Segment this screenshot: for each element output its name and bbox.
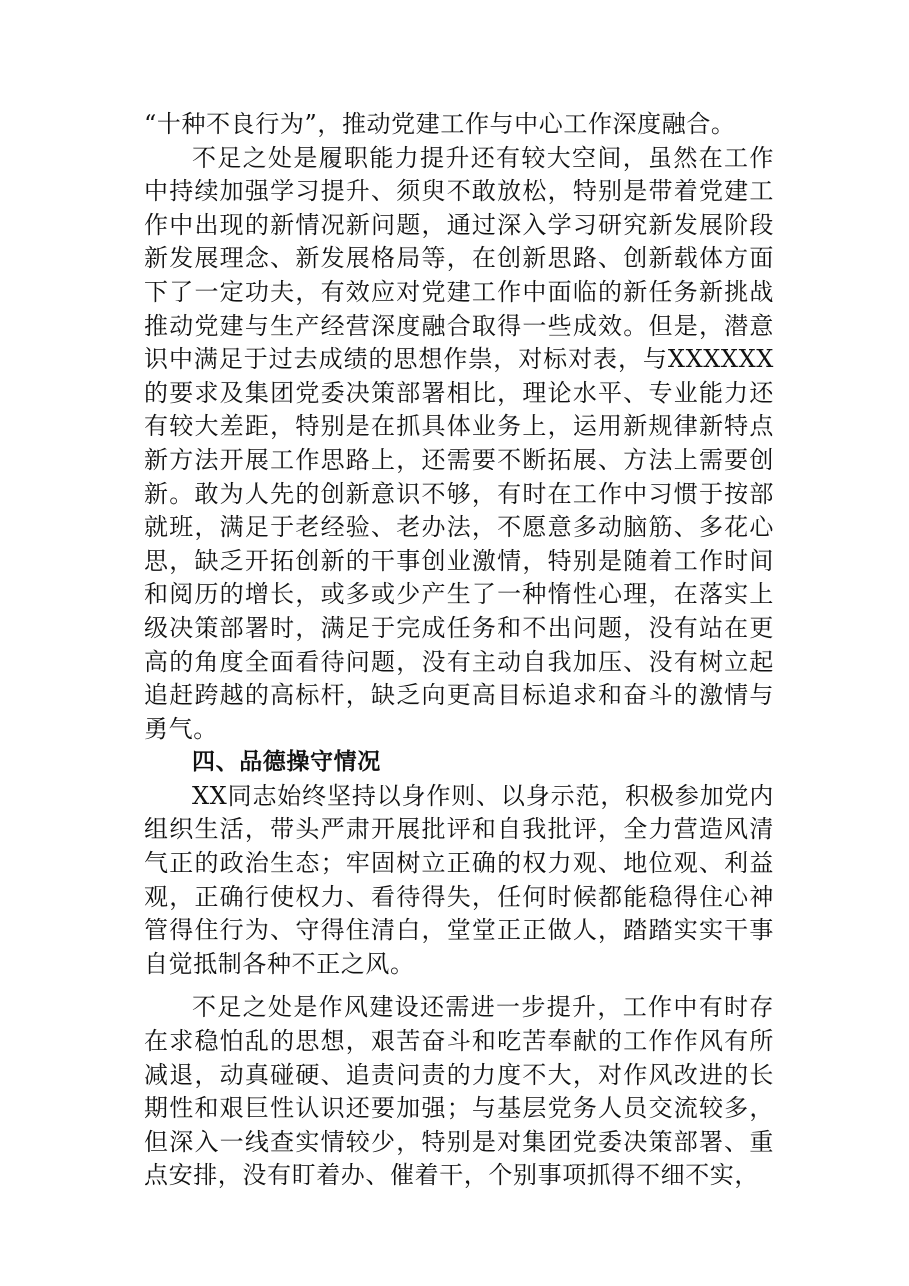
section-heading: 四、品德操守情况	[192, 749, 381, 776]
document-body	[144, 108, 774, 1193]
paragraph-continued: “十种不良行为”，推动党建工作与中心工作深度融合。	[144, 110, 736, 138]
paragraph-character: XX同志始终坚持以身作则、以身示范，积极参加党内组织生活，带头严肃开展批评和自我批评，全力营造风清气正的政治生态；牢固树立正确的权力观、地位观、利益观，正确行使权力、看待得失，任何时候都能稳得住心神管得住行为、守得住清白，堂堂正正做人，踏踏实实干事自觉抵制各种不正之风。	[144, 781, 774, 978]
paragraph-capability-shortcoming: 不足之处是履职能力提升还有较大空间，虽然在工作中持续加强学习提升、须臾不敢放松，特别是带着党建工作中出现的新情况新问题，通过深入学习研究新发展阶段新发展理念、新发展格局等，在创新思路、创新载体方面下了一定功夫，有效应对党建工作中面临的新任务新挑战推动党建与生产经营深度融合取得一些成效。但是，潜意识中满足于过去成绩的思想作祟，对标对表，与XXXXXX的要求及集团党委决策部署相比，理论水平、专业能力还有较大差距，特别是在抓具体业务上，运用新规律新特点新方法开展工作思路上，还需要不断拓展、方法上需要创新。敢为人先的创新意识不够，有时在工作中习惯于按部就班，满足于老经验、老办法，不愿意多动脑筋、多花心思，缺乏开拓创新的干事创业激情，特别是随着工作时间和阅历的增长，或多或少产生了一种惰性心理，在落实上级决策部署时，满足于完成任务和不出问题，没有站在更高的角度全面看待问题，没有主动自我加压、没有树立起追赶跨越的高标杆，缺乏向更高目标追求和奋斗的激情与勇气。	[144, 143, 774, 743]
paragraph-style-shortcoming: 不足之处是作风建设还需进一步提升，工作中有时存在求稳怕乱的思想，艰苦奋斗和吃苦奉献的工作作风有所减退，动真碰硬、追责问责的力度不大，对作风改进的长期性和艰巨性认识还要加强；与基层党务人员交流较多，但深入一线查实情较少，特别是对集团党委决策部署、重点安排，没有盯着办、催着干，个别事项抓得不细不实，	[144, 993, 774, 1190]
